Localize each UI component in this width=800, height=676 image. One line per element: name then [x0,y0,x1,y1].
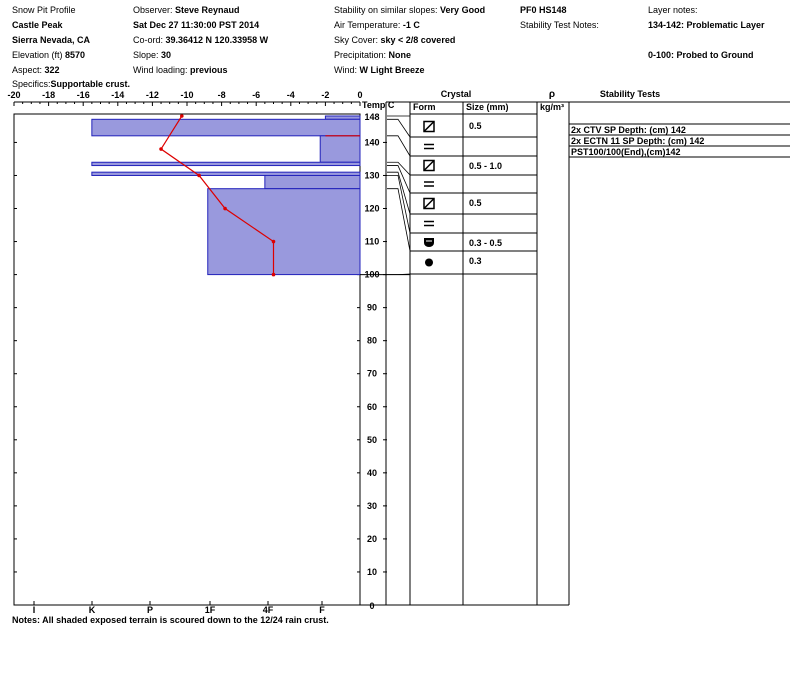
header-col5-row-1: 134-142: Problematic Layer [648,20,765,30]
height-tick-label: 10 [366,566,378,577]
temp-tick-label: -2 [321,90,330,100]
form-header: Form [413,102,436,112]
temp-column-header: Temp C [362,100,395,110]
temperature-point [180,114,184,118]
faceted-rounded-icon [424,161,434,171]
header-col2-row-0: Observer: Steve Reynaud [133,5,240,15]
faceted-rounded-icon-part [424,122,434,132]
crystal-header: Crystal [440,89,472,99]
layer-connector [387,189,410,251]
faceted-rounded-icon [424,199,434,209]
height-tick-label: 130 [364,170,380,181]
size-header: Size (mm) [466,102,509,112]
header-col3-row-3: Precipitation: None [334,50,412,60]
melt-freeze-crust-icon [424,182,434,186]
height-tick-label: 140 [364,137,380,148]
hardness-layer [92,162,360,165]
density-header: ρ [548,89,556,100]
height-tick-label: 90 [366,302,378,313]
depth-hoar-icon [424,238,434,247]
header-col1-row-0: Snow Pit Profile [12,5,76,15]
rounded-grains-icon [425,259,433,267]
height-tick-label: 0 [369,601,375,611]
height-tick-label: 148 [364,112,380,122]
header-col1-row-2: Sierra Nevada, CA [12,35,91,45]
height-tick-label: 50 [366,434,378,445]
temperature-point [223,207,227,211]
height-tick-label: 120 [364,203,380,214]
faceted-rounded-icon-part [424,161,434,171]
header-col5-row-0: Layer notes: [648,5,698,15]
height-tick-label: 30 [366,500,378,511]
header-col1-row-1: Castle Peak [12,20,63,30]
header-col1-row-3: Elevation (ft) 8570 [12,50,86,60]
height-tick-label: 40 [366,467,378,478]
crystal-size: 0.5 - 1.0 [469,161,503,171]
hardness-layer [92,119,360,136]
temp-tick-label: -14 [111,90,125,100]
hardness-layer [208,189,360,275]
height-tick-label: 100 [364,269,380,280]
crystal-size: 0.3 [469,256,482,266]
temp-tick-label: -6 [252,90,261,100]
temperature-point [272,240,276,244]
depth-hoar-icon-part [424,238,434,247]
height-tick-label: 80 [366,335,378,346]
header-col5-row-3: 0-100: Probed to Ground [648,50,754,60]
faceted-rounded-icon-part [424,199,434,209]
temp-tick-label: 0 [357,90,363,100]
notes: Notes: All shaded exposed terrain is scoured down to the 12/24 rain crust. [12,615,329,625]
temperature-point [197,174,201,178]
layer-connector [387,274,410,275]
temp-tick-label: -4 [286,90,295,100]
hardness-label: P [146,605,154,615]
layer-connector [387,136,410,156]
temperature-point [272,273,276,277]
header-col1-row-4: Aspect: 322 [12,65,60,75]
density-unit-header: kg/m³ [539,102,565,112]
temp-tick-label: -8 [217,90,226,100]
crystal-size: 0.5 [469,121,482,131]
header-col2-row-3: Slope: 30 [133,50,172,60]
temperature-point [159,147,163,151]
layer-connector [387,119,410,137]
stability-test: 2x CTV SP Depth: (cm) 142 [571,125,686,135]
stability-test: PST100/100(End),(cm)142 [571,147,681,157]
header-col2-row-2: Co-ord: 39.36412 N 120.33958 W [133,35,269,45]
hardness-layer [320,136,360,162]
hardness-layer [265,175,360,188]
height-tick-label: 60 [366,401,378,412]
temp-tick-label: -20 [7,90,21,100]
stability-test: 2x ECTN 11 SP Depth: (cm) 142 [571,136,705,146]
specifics: Specifics:Supportable crust. [12,79,131,89]
temp-tick-label: -16 [76,90,90,100]
header-col4-row-0: PF0 HS148 [520,5,567,15]
header-col3-row-0: Stability on similar slopes: Very Good [334,5,486,15]
hardness-label: 4F [262,605,274,615]
rounded-grains-icon-part [425,259,433,267]
header-col2-row-4: Wind loading: previous [133,65,228,75]
hardness-label: 1F [204,605,216,615]
crystal-size: 0.5 [469,198,482,208]
header-col3-row-1: Air Temperature: -1 C [334,20,420,30]
height-tick-label: 20 [366,533,378,544]
temp-tick-label: -18 [42,90,56,100]
header-col2-row-1: Sat Dec 27 11:30:00 PST 2014 [133,20,260,30]
hardness-label: I [32,605,36,615]
melt-freeze-crust-icon [424,222,434,226]
header-col3-row-4: Wind: W Light Breeze [334,65,425,75]
hardness-label: K [88,605,96,615]
header-col3-row-2: Sky Cover: sky < 2/8 covered [334,35,456,45]
header-col4-row-1: Stability Test Notes: [520,20,599,30]
stability-header: Stability Tests [599,89,661,99]
melt-freeze-crust-icon [424,145,434,149]
hardness-label: F [319,605,325,615]
crystal-size: 0.3 - 0.5 [469,238,503,248]
height-tick-label: 70 [366,368,378,379]
temp-tick-label: -12 [145,90,159,100]
faceted-rounded-icon [424,122,434,132]
layer-connector [387,175,410,233]
temp-tick-label: -10 [180,90,194,100]
height-tick-label: 110 [364,236,380,247]
